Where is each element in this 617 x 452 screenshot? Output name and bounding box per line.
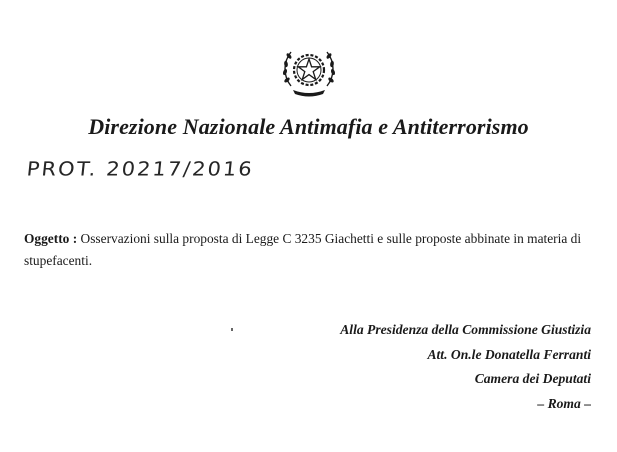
page-title: Direzione Nazionale Antimafia e Antiterrorismo bbox=[88, 114, 529, 139]
subject-paragraph bbox=[24, 228, 604, 272]
subject-text: Osservazioni sulla proposta di Legge C 3235 Giachetti e sulle proposte abbinate in materia di stupefacenti. bbox=[24, 231, 582, 268]
addressee-line: – Roma – bbox=[537, 395, 591, 411]
protocol-stamp: PROT. 20217/2016 bbox=[25, 158, 255, 181]
addressee-block bbox=[340, 318, 591, 416]
addressee-line: Alla Presidenza della Commissione Giustizia bbox=[340, 322, 591, 337]
scan-speck bbox=[231, 328, 233, 331]
addressee-line: Camera dei Deputati bbox=[474, 371, 591, 386]
subject-label: Oggetto : bbox=[24, 231, 78, 246]
addressee-line: Att. On.le Donatella Ferranti bbox=[427, 346, 591, 362]
italian-republic-emblem-icon bbox=[279, 40, 339, 100]
